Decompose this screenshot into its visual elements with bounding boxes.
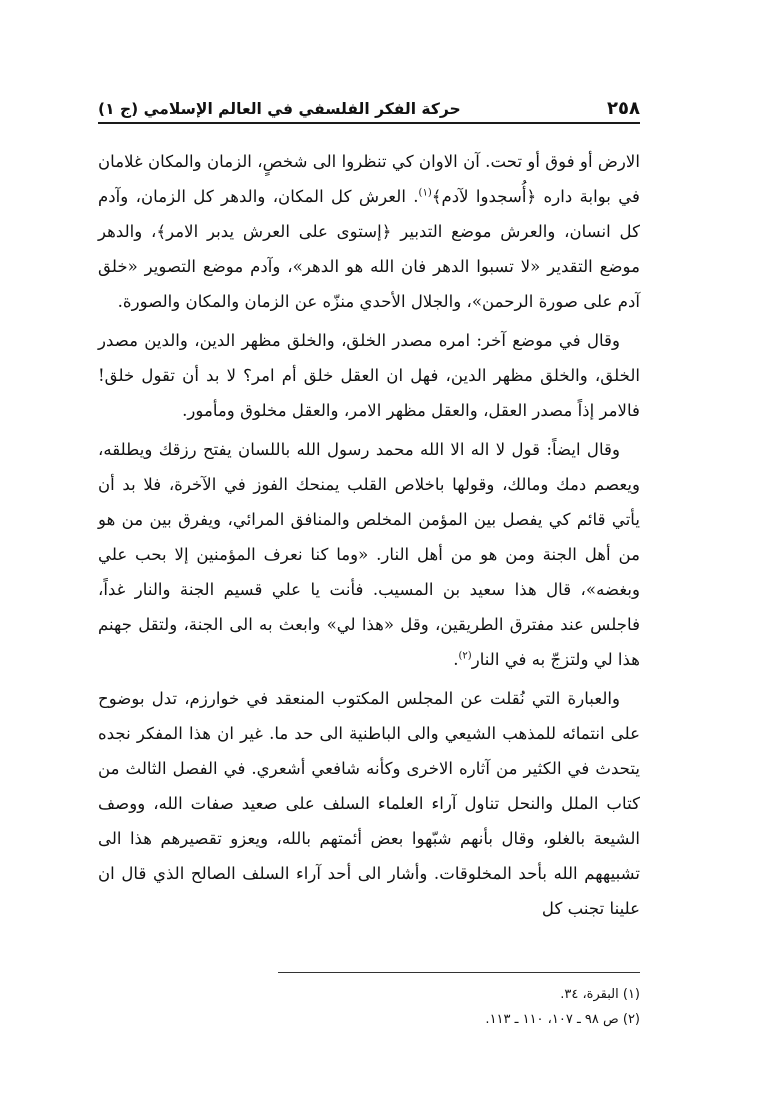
footnotes xyxy=(98,982,640,1032)
footnote-2: (٢) ص ٩٨ ـ ١٠٧، ١١٠ ـ ١١٣. xyxy=(485,1012,640,1027)
footnote-ref-1[interactable]: (١) xyxy=(418,187,432,199)
footnote-divider xyxy=(278,972,640,973)
paragraph-3 xyxy=(98,432,640,677)
book-title: حركة الفكر الفلسفي في العالم الإسلامي (ج ١) xyxy=(98,100,461,118)
running-header xyxy=(98,88,640,124)
paragraph-1-text-b: . العرش كل المكان، والدهر كل الزمان، وآدم كل انسان، والعرش موضع التدبير ﴿إستوى على العرش يدبر الامر﴾، والدهر موضع التقدير «لا تسبوا الدهر فان الله هو الدهر»، وآدم موضع التصوير «خلق آدم على صورة الرحمن»، والجلال الأحدي منزّه عن الزمان والمكان والصورة. xyxy=(98,187,640,311)
footnote-ref-2[interactable]: (٢) xyxy=(458,650,472,662)
paragraph-4: والعبارة التي نُقلت عن المجلس المكتوب المنعقد في خوارزم، تدل بوضوح على انتمائه للمذهب الشيعي والى الباطنية الى حد ما. غير ان هذا المفكر نجده يتحدث في الكثير من آثاره الاخرى وكأنه شافعي أشعري. في الفصل الثالث من كتاب الملل والنحل تناول آراء العلماء السلف على صعيد صفات الله، ووصف الشيعة بالغلو، وقال بأنهم شبّهوا بعض أئمتهم بالله، ويعزو تقصيرهم هذا الى تشبيههم الله بأحد المخلوقات. وأشار الى أحد آراء السلف الصالح الذي قال ان علينا تجنب كل xyxy=(98,689,640,918)
body-text xyxy=(98,144,640,926)
footnote-1: (١) البقرة، ٣٤. xyxy=(560,987,640,1002)
paragraph-3-text-b: . xyxy=(453,650,459,669)
paragraph-1-text-a: الارض أو فوق أو تحت. آن الاوان كي تنظروا الى شخصٍ، الزمان والمكان غلامان في بوابة داره ﴿أُسجدوا لآدم﴾ xyxy=(98,152,640,206)
paragraph-1 xyxy=(98,144,640,319)
paragraph-3-text-a: وقال ايضاً: قول لا اله الا الله محمد رسول الله باللسان يفتح رزقك ويطلقه، ويعصم دمك ومالك، وقولها باخلاص القلب يمنحك الفوز في الآخرة، فلا بد أن يأتي قائم كي يفصل بين المؤمن المخلص والمنافق المرائي، ويفرق بين من هو من أهل الجنة ومن هو من أهل النار. «وما كنا نعرف المؤمنين إلا بحب علي وبغضه»، قال هذا سعيد بن المسيب. فأنت يا علي قسيم الجنة والنار غداً، فاجلس عند مفترق الطريقين، وقل «هذا لي» وابعث به الى الجنة، ولتقل جهنم هذا لي ولتزجّ به في النار xyxy=(98,440,640,669)
page-number: ٢٥٨ xyxy=(607,98,640,119)
paragraph-2: وقال في موضع آخر: امره مصدر الخلق، والخلق مظهر الدين، والدين مصدر الخلق، والخلق مظهر الدين، فهل ان العقل خلق أم امر؟ لا بد أن تقول خلق! فالامر إذاً مصدر العقل، والعقل مظهر الامر، والعقل مخلوق ومأمور. xyxy=(98,331,640,420)
book-page xyxy=(98,88,640,930)
